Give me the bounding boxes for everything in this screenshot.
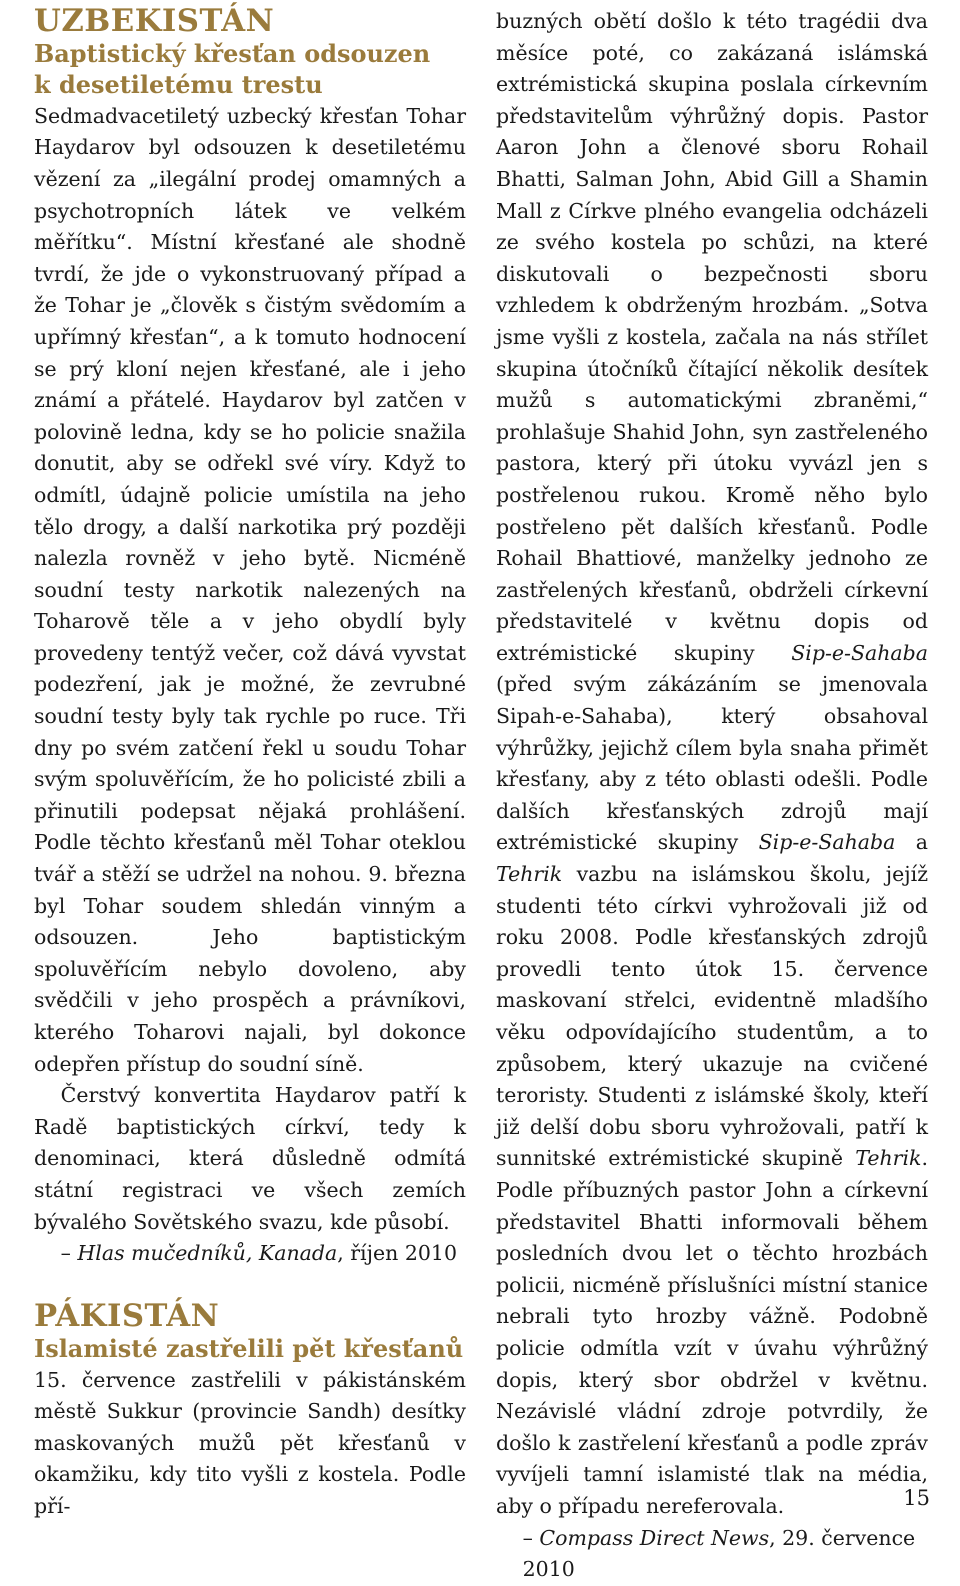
source-name: Compass Direct News [539, 1525, 770, 1550]
article-paragraph-continued [496, 6, 928, 1523]
text-run: vazbu na islámskou školu, jejíž studenti této církvi vyhrožovali již od roku 2008. Podle křesťanských zdrojů provedli tento útok 15. července maskovaní střelci, evidentně mladšího věku odpovídajícího studentům, a to způsobem, který ukazuje na cvičené teroristy. Studenti z islámské školy, kteří již delší dobu sboru vyhrožovali, patří k sunnitské extrémistické skupině [496, 862, 928, 1171]
article-title-pakistan: Islamisté zastřelili pět křesťanů [34, 1333, 464, 1363]
source-dash: – [60, 1241, 78, 1266]
group-name: Sip-e-Sahaba [758, 830, 896, 855]
right-column [496, 6, 928, 1586]
article-paragraph: 15. července zastřelili v pákistánském městě Sukkur (provincie Sandh) desítky maskovaných mužů pět křesťanů v okamžiku, kdy tito vyšli z kostela. Podle pří- [34, 1367, 466, 1518]
article-title-line-2: k desetiletému trestu [34, 70, 323, 100]
article-title-line-1: Baptistický křesťan odsouzen [34, 38, 431, 68]
text-run: (před svým zákázáním se jmenovala Sipah-e-Sahaba), který obsahoval výhrůžky, jejichž cílem byla snaha přimět křesťany, aby z této oblasti odešli. Podle dalších křesťanských zdrojů mají extrémistické skupiny [496, 672, 928, 855]
text-run: . Podle příbuzných pastor John a církevní představitel Bhatti informovali během posledních dvou let o těchto hrozbách policii, nicméně příslušníci místní stanice nebrali tyto hrozby vážně. Podobně policie odmítla vzít v úvahu výhrůžný dopis, který sbor obdržel v květnu. Nezávislé vládní zdroje potvrdily, že došlo k zastřelení křesťanů a podle zpráv vyvíjeli tamní islamisté tlak na média, aby o případu nereferovala. [496, 1146, 928, 1518]
group-name: Tehrik [496, 862, 563, 887]
article-source [61, 1238, 466, 1270]
left-column [34, 3, 466, 1523]
section-spacer [34, 1270, 466, 1302]
article-title-uzbekistan [34, 38, 466, 101]
page-number: 15 [903, 1486, 930, 1510]
source-date: , 29. července 2010 [522, 1525, 916, 1582]
article-paragraph: Čerstvý konvertita Haydarov patří k Radě baptistických církví, tedy k denominaci, která důsledně odmítá státní registraci ve všech zemích bývalého Sovětského svazu, kde působí. [34, 1083, 466, 1234]
group-name: Sip-e-Sahaba [791, 640, 928, 665]
text-run: a [895, 830, 928, 855]
source-date: , říjen 2010 [337, 1241, 457, 1266]
article-source [523, 1523, 928, 1586]
group-name: Tehrik [855, 1146, 922, 1171]
article-paragraph: Sedmadvacetiletý uzbecký křesťan Tohar Haydarov byl odsouzen k desetiletému vězení za „ilegální prodej omamných a psychotropních látek ve velkém měřítku“. Místní křesťané ale shodně tvrdí, že jde o vykonstruovaný případ a že Tohar je „člověk s čistým svědomím a upřímný křesťan“, a k tomuto hodnocení se prý kloní nejen křesťané, ale i jeho známí a přátelé. Haydarov byl zatčen v polovině ledna, kdy se ho policie snažila donutit, aby se odřekl své víry. Když to odmítl, údajně policie umístila na jeho tělo drogy, a další narkotika prý později nalezla rovněž v jeho bytě. Nicméně soudní testy narkotik nalezených na Toharově těle a v jeho obydlí byly provedeny tentýž večer, což dává vyvstat podezření, jak je možné, že zevrubné soudní testy byly tak rychle po ruce. Tři dny po svém zatčení řekl u soudu Tohar svým spoluvěřícím, že ho policisté zbili a přinutili podepsat nějaká prohlášení. Podle těchto křesťanů měl Tohar oteklou tvář a stěží se udržel na nohou. 9. března byl Tohar soudem shledán vinným a odsouzen. Jeho baptistickým spoluvěřícím nebylo dovoleno, aby svědčili v jeho prospěch a právníkovi, kterého Toharovi najali, byl dokonce odepřen přístup do soudní síně. [34, 103, 466, 1076]
source-name: Hlas mučedníků, Kanada [77, 1241, 338, 1266]
source-dash: – [522, 1525, 540, 1550]
country-heading-uzbekistan: UZBEKISTÁN [34, 3, 275, 39]
text-run: buzných obětí došlo k této tragédii dva měsíce poté, co zakázaná islámská extrémistická skupina poslala církevním představitelům výhrůžný dopis. Pastor Aaron John a členové sboru Rohail Bhatti, Salman John, Abid Gill a Shamin Mall z Církve plného evangelia odcházeli ze svého kostela po schůzi, na které diskutovali o bezpečnosti sboru vzhledem k obdrženým hrozbám. „Sotva jsme vyšli z kostela, začala na nás střílet skupina útočníků čítající několik desítek mužů s automatickými zbraněmi,“ prohlašuje Shahid John, syn zastřeleného pastora, který při útoku vyvázl jen s postřelenou rukou. Kromě něho bylo postřeleno pět dalších křesťanů. Podle Rohail Bhattiové, manželky jednoho ze zastřelených křesťanů, obdrželi církevní představitelé v květnu dopis od extrémistické skupiny [496, 9, 928, 665]
country-heading-pakistan: PÁKISTÁN [34, 1298, 220, 1335]
